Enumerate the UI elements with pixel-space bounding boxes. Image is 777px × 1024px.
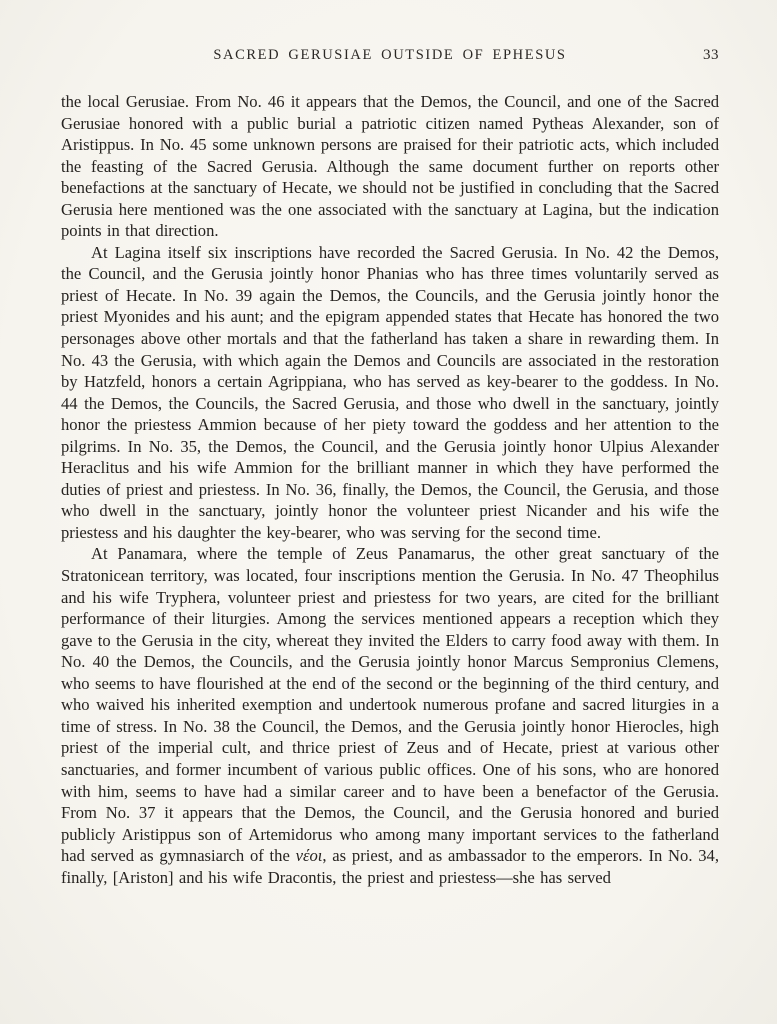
page-body	[61, 91, 719, 888]
paragraph-panamara	[61, 543, 719, 888]
running-title: SACRED GERUSIAE OUTSIDE OF EPHESUS	[213, 47, 567, 63]
page-number: 33	[703, 47, 719, 63]
greek-term: νέοι	[295, 846, 323, 866]
paragraph-text: , as priest, and as ambassador to the emperors. In No. 34, finally, [Ariston] and his wife Dracontis, the priest and priestess—she has served	[61, 846, 719, 887]
paragraph-continuation: the local Gerusiae. From No. 46 it appears that the Demos, the Council, and one of the Sacred Gerusiae honored with a public burial a patriotic citizen named Pytheas Alexander, son of Aristippus. In No. 45 some unknown persons are praised for their patriotic acts, which included the feasting of the Sacred Gerusia. Although the same document further on reports other benefactions at the sanctuary of Hecate, we should not be justified in concluding that the Sacred Gerusia here mentioned was the one associated with the sanctuary at Lagina, but the indication points in that direction.	[61, 92, 719, 241]
page-header	[61, 47, 719, 65]
paragraph-text: At Panamara, where the temple of Zeus Panamarus, the other great sanctuary of the Stratonicean territory, was located, four inscriptions mention the Gerusia. In No. 47 Theophilus and his wife Tryphera, volunteer priest and priestess for two years, are cited for the brilliant performance of their liturgies. Among the services mentioned appears a reception which they gave to the Gerusia in the city, whereat they invited the Elders to carry food away with them. In No. 40 the Demos, the Councils, and the Gerusia jointly honor Marcus Sempronius Clemens, who seems to have flourished at the end of the second or the beginning of the third century, and who waived his inherited exemption and undertook numerous profane and sacred liturgies in a time of stress. In No. 38 the Council, the Demos, and the Gerusia jointly honor Hierocles, high priest of the imperial cult, and thrice priest of Zeus and of Hecate, priest at various other sanctuaries, and former incumbent of various public offices. One of his sons, who are honored with him, seems to have had a similar career and to have been a benefactor of the Gerusia. From No. 37 it appears that the Demos, the Council, and the Gerusia honored and buried publicly Aristippus son of Artemidorus who among many important services to the fatherland had served as gymnasiarch of the	[61, 544, 719, 866]
paragraph-lagina: At Lagina itself six inscriptions have recorded the Sacred Gerusia. In No. 42 the Demos, the Council, and the Gerusia jointly honor Phanias who has three times voluntarily served as priest of Hecate. In No. 39 again the Demos, the Councils, and the Gerusia jointly honor the priest Myonides and his aunt; and the epigram appended states that Hecate has honored the two personages above other mortals and that the fatherland has taken a share in rewarding them. In No. 43 the Gerusia, with which again the Demos and Councils are associated in the restoration by Hatzfeld, honors a certain Agrippiana, who has served as key-bearer to the goddess. In No. 44 the Demos, the Councils, the Sacred Gerusia, and those who dwell in the sanctuary, jointly honor the priestess Ammion because of her piety toward the goddess and her attention to the pilgrims. In No. 35, the Demos, the Council, and the Gerusia jointly honor Ulpius Alexander Heraclitus and his wife Ammion for the brilliant manner in which they have performed the duties of priest and priestess. In No. 36, finally, the Demos, the Council, the Gerusia, and those who dwell in the sanctuary, jointly honor the volunteer priest Nicander and his wife the priestess and his daughter the key-bearer, who was serving for the second time.	[61, 242, 719, 542]
